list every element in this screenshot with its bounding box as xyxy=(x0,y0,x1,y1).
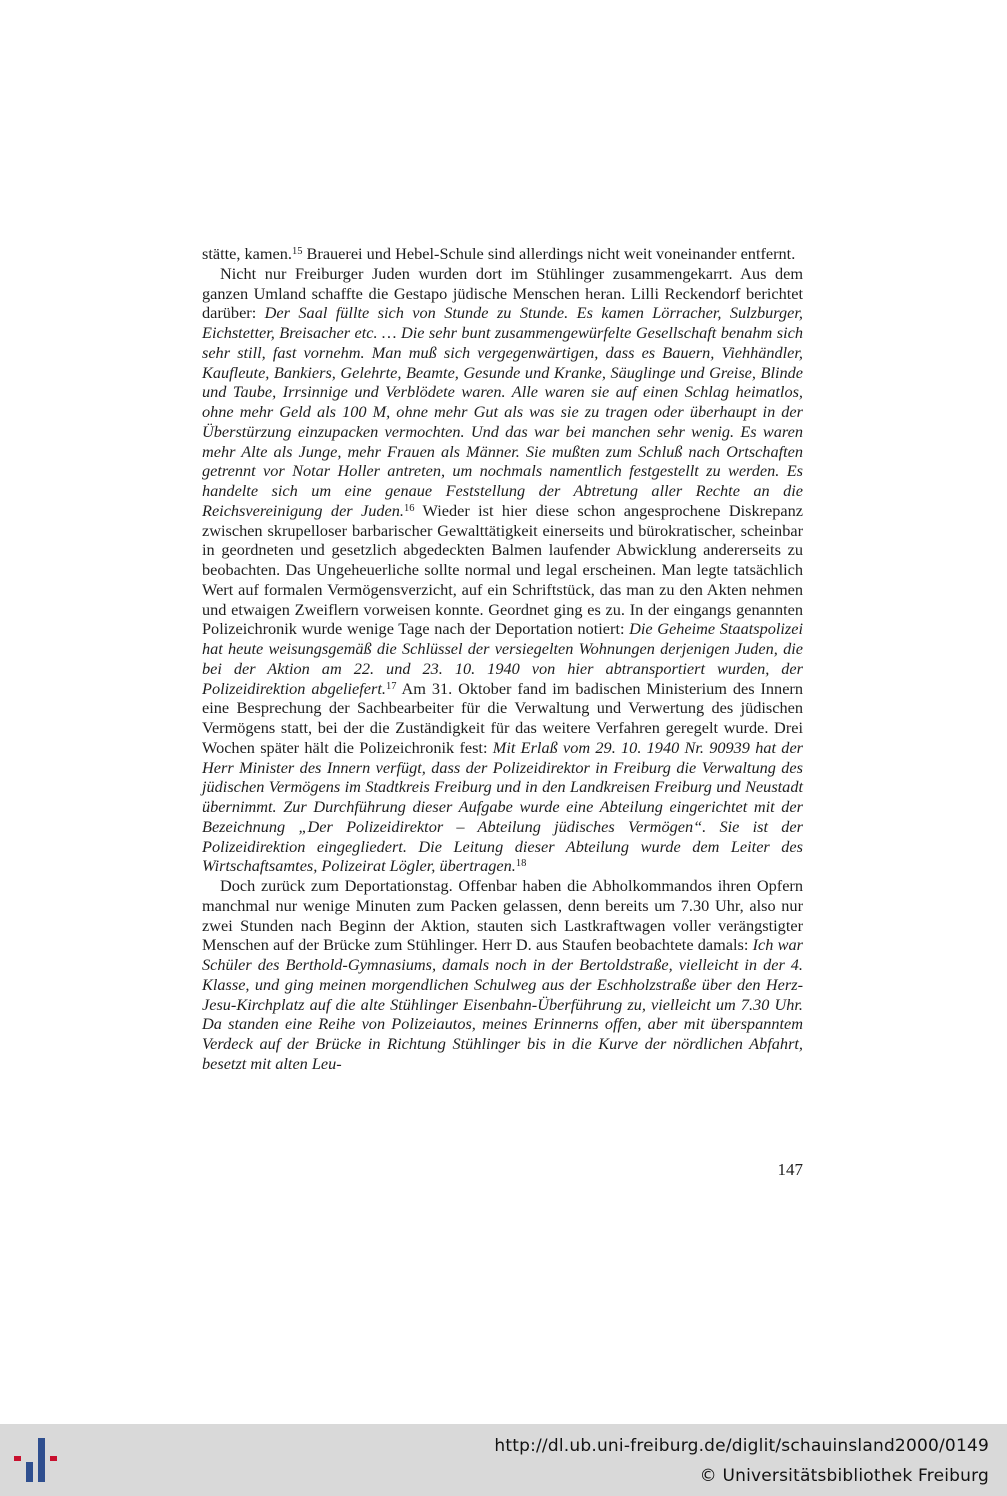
quote-text: Der Saal füllte sich von Stunde zu Stunde. Es kamen Lörracher, Sulzburger, Eichstetter, Breisacher etc. … Die sehr bunt zusammengewürfelte Gesellschaft benahm sich sehr still, fast vornehm. Man muß sich vergegenwärtigen, dass es Bauern, Viehhändler, Kaufleute, Bankiers, Gelehrte, Beamte, Gesunde und Kranke, Säuglinge und Greise, Blinde und Taube, Irrsinnige und Verblödete waren. Alle waren sie auf einen Schlag heimatlos, ohne mehr Geld als 100 M, ohne mehr Gut als was sie zu tragen oder überhaupt in der Überstürzung einzupacken vermochten. Und das war bei manchen sehr wenig. Es waren mehr Alte als Junge, mehr Frauen als Männer. Sie mußten zum Schluß nach Ortschaften getrennt vor Notar Holler antreten, um nochmals namentlich festgestellt zu werden. Es handelte sich um eine genaue Feststellung der Abtretung aller Rechte an die Reichsvereinigung der Juden. xyxy=(202,303,803,520)
body-text-run: Am 31. Oktober fand im badischen Ministerium des Innern eine Besprechung der Sachbearbeiter für die Verwaltung und Verwertung des jüdischen Vermögens statt, bei der die Zuständigkeit für das weitere Verfahren geregelt wurde. Drei Wochen später hält die Polizeichronik fest: xyxy=(202,678,803,757)
page-number: 147 xyxy=(777,1160,803,1179)
quote-text: Die Geheime Staatspolizei hat heute weisungsgemäß die Schlüssel der versiegelten Wohnungen derjenigen Juden, die bei der Aktion am 22. und 23. 10. 1940 von hier abtransportiert wurden, der Polizeidirektion abgeliefert. xyxy=(202,619,803,698)
footnote-ref: 16 xyxy=(403,502,415,514)
quote-text: Ich war Schüler des Berthold-Gymnasiums, damals noch in der Bertoldstraße, vielleicht in der 4. Klasse, und ging meinen morgendlichen Schulweg aus der Eschholzstraße über den Herz-Jesu-Kirchplatz auf die alte Stühlinger Eisenbahn-Überführung zu, vielleicht um 7.30 Uhr. Da standen eine Reihe von Polizeiautos, meines Erinnerns offen, aber mit überspanntem Verdeck auf der Brücke in Richtung Stühlinger bis in die Kurve der nördlichen Abfahrt, besetzt mit alten Leu- xyxy=(202,935,803,1073)
body-text-run: Wieder ist hier diese schon angesprochene Diskrepanz zwischen skrupelloser barbarischer Gewalttätigkeit einerseits und bürokratischer, scheinbar in geordneten und gesetzlich abgedeckten Balmen laufender Abwicklung andererseits zu beobachten. Das Ungeheuerliche sollte normal und legal erscheinen. Man legte tatsächlich Wert auf formalen Vermögensverzicht, auf ein Schriftstück, das man zu den Akten nehmen und etwaigen Zweiflern vorweisen konnte. Geordnet ging es zu. In der eingangs genannten Polizeichronik wurde wenige Tage nach der Deportation notiert: xyxy=(202,500,803,639)
body-text-run: stätte, kamen. xyxy=(202,244,292,263)
footnote-ref: 17 xyxy=(385,680,397,692)
footer-bar xyxy=(0,1424,1007,1496)
quote-text: Mit Erlaß vom 29. 10. 1940 Nr. 90939 hat der Herr Minister des Innern verfügt, dass der Polizeidirektor in Freiburg die Verwaltung des jüdischen Vermögens im Stadtkreis Freiburg und in den Landkreisen Freiburg und Neustadt übernimmt. Zur Durchführung dieser Aufgabe wurde eine Abteilung eingerichtet mit der Bezeichnung „Der Polizeidirektor – Abteilung jüdisches Vermögen“. Sie ist der Polizeidirektion eingegliedert. Die Leitung dieser Abteilung wurde dem Leiter des Wirtschaftsamtes, Polizeirat Lögler, übertragen. xyxy=(202,737,804,876)
footer-copyright: © Universitätsbibliothek Freiburg xyxy=(699,1466,989,1486)
body-text-run: Nicht nur Freiburger Juden wurden dort im Stühlinger zusammengekarrt. Aus dem ganzen Umland schaffte die Gestapo jüdische Menschen heran. Lilli Reckendorf berichtet darüber: xyxy=(202,263,803,323)
paragraph-1 xyxy=(202,244,803,264)
body-text xyxy=(202,244,803,1074)
paragraph-3 xyxy=(202,876,803,1074)
body-text-run: Brauerei und Hebel-Schule sind allerdings nicht weit voneinander entfernt. xyxy=(302,244,796,263)
body-text-run: Doch zurück zum Deportationstag. Offenbar haben die Abholkommandos ihren Opfern manchmal nur wenige Minuten zum Packen gelassen, denn bereits um 7.30 Uhr, also nur zwei Stunden nach Beginn der Aktion, stauten sich Lastkraftwagen voller verängstigter Menschen auf der Brücke zum Stühlinger. Herr D. aus Staufen beobachtete damals: xyxy=(202,876,803,955)
footnote-ref: 15 xyxy=(291,246,303,257)
ub-freiburg-logo-icon xyxy=(12,1438,64,1482)
paragraph-2 xyxy=(202,264,803,876)
footer-url-link[interactable]: http://dl.ub.uni-freiburg.de/diglit/schauinsland2000/0149 xyxy=(494,1436,989,1456)
footnote-ref: 18 xyxy=(515,858,527,870)
